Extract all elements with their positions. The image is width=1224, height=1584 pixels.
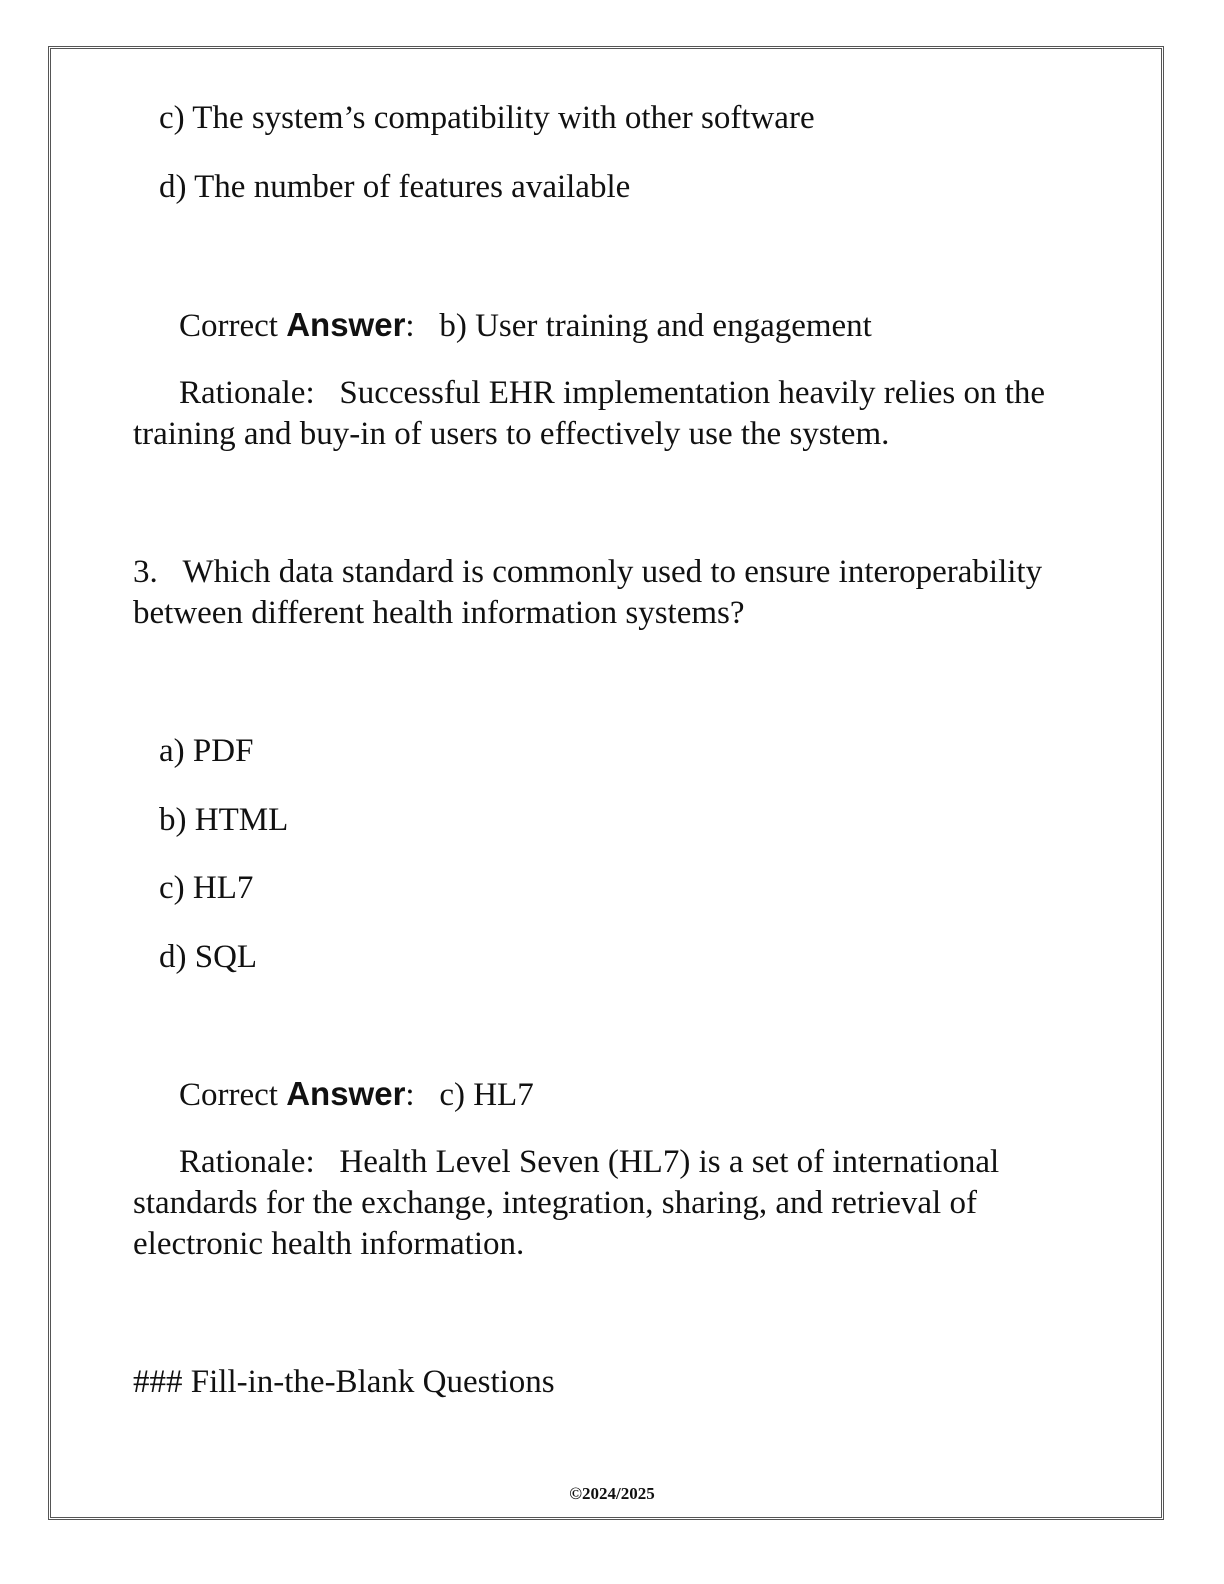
rationale-q2: Rationale: Successful EHR implementation heavily relies on the training and buy-in of users to effectively use the system. (133, 375, 1046, 452)
correct-answer-q2: Correct Answer: b) User training and engagement (179, 306, 872, 344)
option-c-prev: c) The system’s compatibility with other software (159, 100, 815, 136)
answer-keyword: Answer (286, 1075, 406, 1112)
copyright-footer: ©2024/2025 (569, 1484, 655, 1503)
option-a: a) PDF (159, 733, 254, 769)
question-3: 3. Which data standard is commonly used to ensure interoperability between different health information systems? (133, 554, 1043, 631)
option-d: d) SQL (159, 939, 258, 975)
correct-answer-q3: Correct Answer: c) HL7 (179, 1075, 534, 1113)
option-b: b) HTML (159, 802, 289, 838)
rationale-q3: Rationale: Health Level Seven (HL7) is a set of international standards for the exchange, integration, sharing, and retrieval of electronic health information. (133, 1144, 1000, 1262)
option-d-prev: d) The number of features available (159, 169, 631, 205)
section-heading: ### Fill-in-the-Blank Questions (133, 1364, 555, 1400)
option-c: c) HL7 (159, 870, 254, 906)
page-border (48, 46, 1164, 1520)
answer-keyword: Answer (286, 306, 406, 343)
